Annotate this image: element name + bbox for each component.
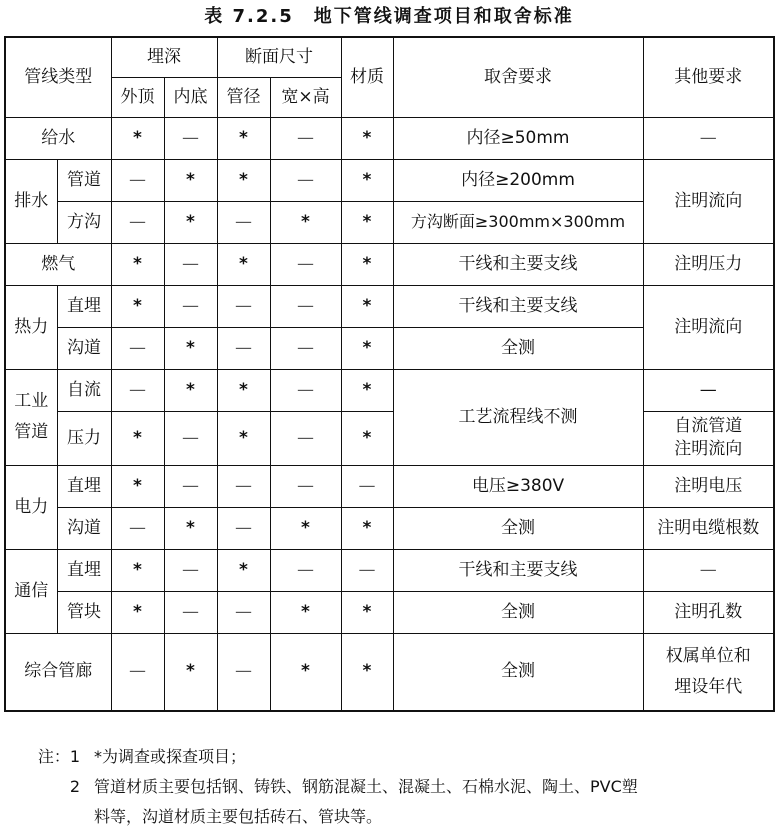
outer-top-cell: * [111,285,164,327]
material-cell: — [341,465,393,507]
inner-bottom-cell: * [164,369,217,411]
subtype-cell: 管块 [57,591,111,633]
table-notes [24,742,769,832]
other-cell: 注明流向 [643,159,774,243]
criteria-cell: 工艺流程线不测 [393,369,643,465]
table-row [5,507,774,549]
header-diameter: 管径 [217,77,270,117]
pipeline-type-line2: 管道 [14,422,49,442]
inner-bottom-cell: — [164,243,217,285]
table-row [5,243,774,285]
note-2-line2: 料等，沟道材质主要包括砖石、管块等。 [94,807,383,826]
table-row [5,411,774,465]
material-cell: * [341,243,393,285]
table-row [5,369,774,411]
subtype-cell: 方沟 [57,201,111,243]
header-row-1 [5,37,774,77]
other-cell: — [643,117,774,159]
diameter-cell: — [217,633,270,711]
width-height-cell: — [270,285,341,327]
pipeline-type-cell: 热力 [5,285,57,369]
criteria-cell: 全测 [393,633,643,711]
criteria-cell: 干线和主要支线 [393,549,643,591]
pipeline-type-cell: 排水 [5,159,57,243]
header-depth: 埋深 [111,37,217,77]
note-2 [24,772,769,832]
header-pipeline-type: 管线类型 [5,37,111,117]
width-height-cell: — [270,411,341,465]
table-row [5,159,774,201]
diameter-cell: * [217,411,270,465]
pipeline-type-cell: 给水 [5,117,111,159]
width-height-cell: * [270,201,341,243]
header-material: 材质 [341,37,393,117]
width-height-cell: * [270,591,341,633]
width-height-cell: — [270,327,341,369]
diameter-cell: — [217,285,270,327]
outer-top-cell: * [111,591,164,633]
criteria-cell: 干线和主要支线 [393,285,643,327]
other-cell [643,633,774,711]
other-cell: 注明压力 [643,243,774,285]
inner-bottom-cell: — [164,285,217,327]
width-height-cell: — [270,549,341,591]
survey-table [4,36,775,712]
note-2-line1: 管道材质主要包括钢、铸铁、钢筋混凝土、混凝土、石棉水泥、陶土、PVC塑 [94,777,638,796]
other-line2: 注明流向 [674,439,743,459]
subtype-cell: 直埋 [57,465,111,507]
width-height-cell: — [270,465,341,507]
width-height-cell: * [270,633,341,711]
pipeline-type-cell: 燃气 [5,243,111,285]
outer-top-cell: — [111,201,164,243]
pipeline-type-cell: 电力 [5,465,57,549]
other-line2: 埋设年代 [674,676,743,697]
width-height-cell: — [270,117,341,159]
material-cell: * [341,285,393,327]
outer-top-cell: — [111,159,164,201]
diameter-cell: * [217,369,270,411]
other-line1: 权属单位和 [665,645,751,666]
inner-bottom-cell: — [164,117,217,159]
inner-bottom-cell: — [164,591,217,633]
header-inner-bottom: 内底 [164,77,217,117]
width-height-cell: — [270,243,341,285]
inner-bottom-cell: — [164,465,217,507]
material-cell: * [341,411,393,465]
criteria-cell: 全测 [393,327,643,369]
inner-bottom-cell: * [164,201,217,243]
criteria-cell: 内径≥50mm [393,117,643,159]
material-cell: * [341,591,393,633]
subtype-cell: 沟道 [57,327,111,369]
table-title: 表 7.2.5 地下管线调查项目和取舍标准 [204,6,574,27]
material-cell: * [341,633,393,711]
diameter-cell: — [217,327,270,369]
outer-top-cell: * [111,465,164,507]
other-cell: 注明电压 [643,465,774,507]
diameter-cell: — [217,507,270,549]
subtype-cell: 沟道 [57,507,111,549]
width-height-cell: — [270,159,341,201]
other-cell: 注明电缆根数 [643,507,774,549]
material-cell: * [341,159,393,201]
note-1-text: *为调查或探查项目； [94,747,247,766]
criteria-cell: 全测 [393,507,643,549]
header-width-height: 宽×高 [270,77,341,117]
table-row [5,285,774,327]
criteria-cell: 干线和主要支线 [393,243,643,285]
material-cell: — [341,549,393,591]
material-cell: * [341,201,393,243]
note-1-label: 注：1 [37,747,80,766]
diameter-cell: — [217,465,270,507]
outer-top-cell: * [111,411,164,465]
other-cell: — [643,369,774,411]
outer-top-cell: * [111,549,164,591]
diameter-cell: — [217,201,270,243]
width-height-cell: * [270,507,341,549]
outer-top-cell: — [111,633,164,711]
pipeline-type-line1: 工业 [14,391,49,412]
header-other: 其他要求 [643,37,774,117]
diameter-cell: * [217,243,270,285]
header-section-size: 断面尺寸 [217,37,341,77]
table-row [5,633,774,711]
table-row [5,549,774,591]
table-row [5,591,774,633]
criteria-cell: 电压≥380V [393,465,643,507]
header-outer-top: 外顶 [111,77,164,117]
outer-top-cell: — [111,327,164,369]
table-row [5,465,774,507]
pipeline-type-cell [5,369,57,465]
subtype-cell: 直埋 [57,285,111,327]
other-cell: 注明孔数 [643,591,774,633]
inner-bottom-cell: * [164,327,217,369]
table-row [5,117,774,159]
criteria-cell: 全测 [393,591,643,633]
other-cell: — [643,549,774,591]
note-2-label: 2 [69,777,80,796]
inner-bottom-cell: * [164,507,217,549]
diameter-cell: * [217,117,270,159]
pipeline-type-cell: 通信 [5,549,57,633]
criteria-cell: 内径≥200mm [393,159,643,201]
outer-top-cell: — [111,369,164,411]
inner-bottom-cell: — [164,549,217,591]
diameter-cell: * [217,159,270,201]
criteria-cell: 方沟断面≥300mm×300mm [393,201,643,243]
material-cell: * [341,507,393,549]
inner-bottom-cell: — [164,411,217,465]
note-2-text [94,772,769,832]
subtype-cell: 自流 [57,369,111,411]
subtype-cell: 管道 [57,159,111,201]
outer-top-cell: — [111,507,164,549]
diameter-cell: * [217,549,270,591]
outer-top-cell: * [111,117,164,159]
header-criteria: 取舍要求 [393,37,643,117]
width-height-cell: — [270,369,341,411]
material-cell: * [341,369,393,411]
note-1 [24,742,769,772]
other-cell: 注明流向 [643,285,774,369]
material-cell: * [341,117,393,159]
other-cell [643,411,774,465]
subtype-cell: 压力 [57,411,111,465]
material-cell: * [341,327,393,369]
inner-bottom-cell: * [164,633,217,711]
diameter-cell: — [217,591,270,633]
other-line1: 自流管道 [674,416,743,437]
inner-bottom-cell: * [164,159,217,201]
pipeline-type-cell: 综合管廊 [5,633,111,711]
outer-top-cell: * [111,243,164,285]
subtype-cell: 直埋 [57,549,111,591]
